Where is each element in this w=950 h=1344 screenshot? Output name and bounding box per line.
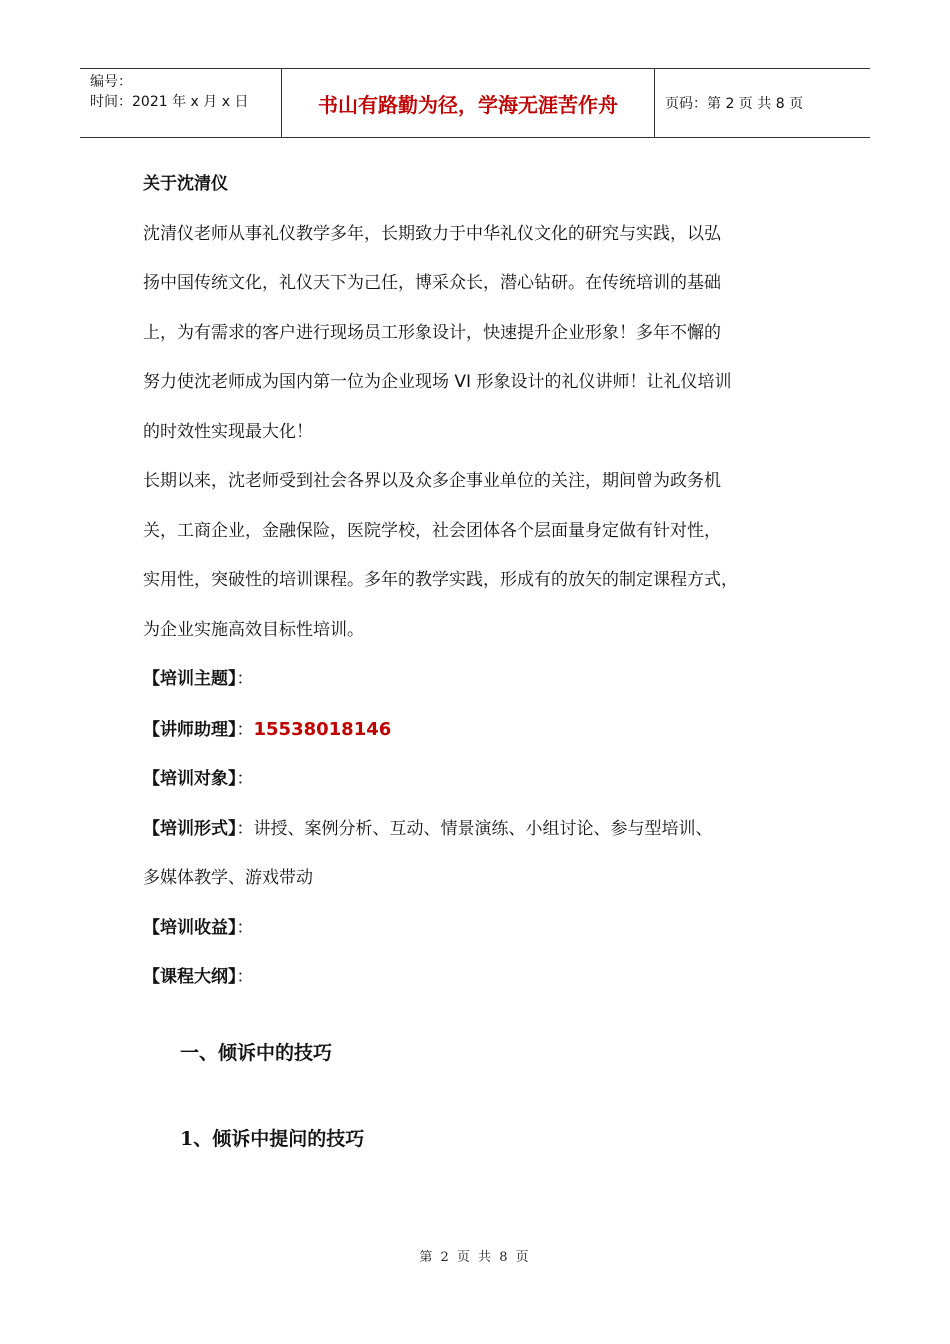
header-motto: 书山有路勤为径，学海无涯苦作舟 [318, 92, 618, 117]
outline-heading-2: 1、倾诉中提问的技巧 [180, 1128, 365, 1150]
field-separator: ： [236, 719, 254, 740]
header-meta [90, 72, 280, 112]
intro-paragraph-2 [143, 457, 833, 655]
field-training-theme [143, 655, 833, 705]
field-course-outline [143, 953, 833, 1003]
assistant-phone: 15538018146 [253, 718, 392, 740]
field-label: 【培训形式】 [143, 818, 237, 839]
field-training-format [143, 805, 833, 855]
field-label: 【培训收益】 [143, 917, 237, 938]
paragraph-line: 的时效性实现最大化！ [143, 421, 313, 442]
header-divider [654, 69, 655, 137]
page-footer: 第 2 页 共 8 页 [419, 1250, 531, 1265]
paragraph-line: 扬中国传统文化，礼仪天下为己任，博采众长，潜心钻研。在传统培训的基础 [143, 273, 721, 293]
paragraph-line: 长期以来，沈老师受到社会各界以及众多企事业单位的关注，期间曾为政务机 [143, 471, 721, 491]
paragraph-line: 为企业实施高效目标性培训。 [143, 619, 364, 640]
field-training-benefit [143, 904, 833, 954]
section-title: 关于沈清仪 [143, 174, 228, 194]
field-label: 【培训主题】 [143, 669, 237, 689]
intro-paragraph-1 [143, 210, 833, 458]
field-label: 【培训对象】 [143, 769, 237, 789]
paragraph-line: 关，工商企业，金融保险，医院学校，社会团体各个层面量身定做有针对性， [143, 520, 721, 541]
paragraph-line: 实用性，突破性的培训课程。多年的教学实践，形成有的放矢的制定课程方式， [143, 570, 738, 590]
paragraph-line: 上，为有需求的客户进行现场员工形象设计，快速提升企业形象！多年不懈的 [143, 322, 721, 343]
field-value: ：讲授、案例分析、互动、情景演练、小组讨论、参与型培训、 [236, 818, 713, 839]
paragraph-line: 沈清仪老师从事礼仪教学多年，长期致力于中华礼仪文化的研究与实践，以弘 [143, 223, 721, 244]
document-number-label: 编号： [90, 74, 132, 90]
field-training-audience [143, 755, 833, 805]
field-value: ： [236, 917, 254, 938]
document-time: 时间：2021 年 x 月 x 日 [90, 94, 249, 110]
field-value: ： [236, 967, 254, 987]
page-header [80, 68, 870, 138]
field-label: 【课程大纲】 [143, 967, 237, 987]
document-body [143, 160, 833, 1003]
paragraph-line: 努力使沈老师成为国内第一位为企业现场 VI 形象设计的礼仪讲师！让礼仪培训 [143, 372, 732, 392]
outline-heading-1: 一、倾诉中的技巧 [180, 1042, 333, 1064]
header-page-info: 页码：第 2 页 共 8 页 [665, 96, 804, 112]
field-value: ： [236, 769, 254, 789]
field-lecturer-assistant [143, 705, 833, 756]
field-label: 【讲师助理】 [143, 719, 237, 740]
field-training-format-cont: 多媒体教学、游戏带动 [143, 868, 313, 888]
field-value: ： [236, 669, 254, 689]
